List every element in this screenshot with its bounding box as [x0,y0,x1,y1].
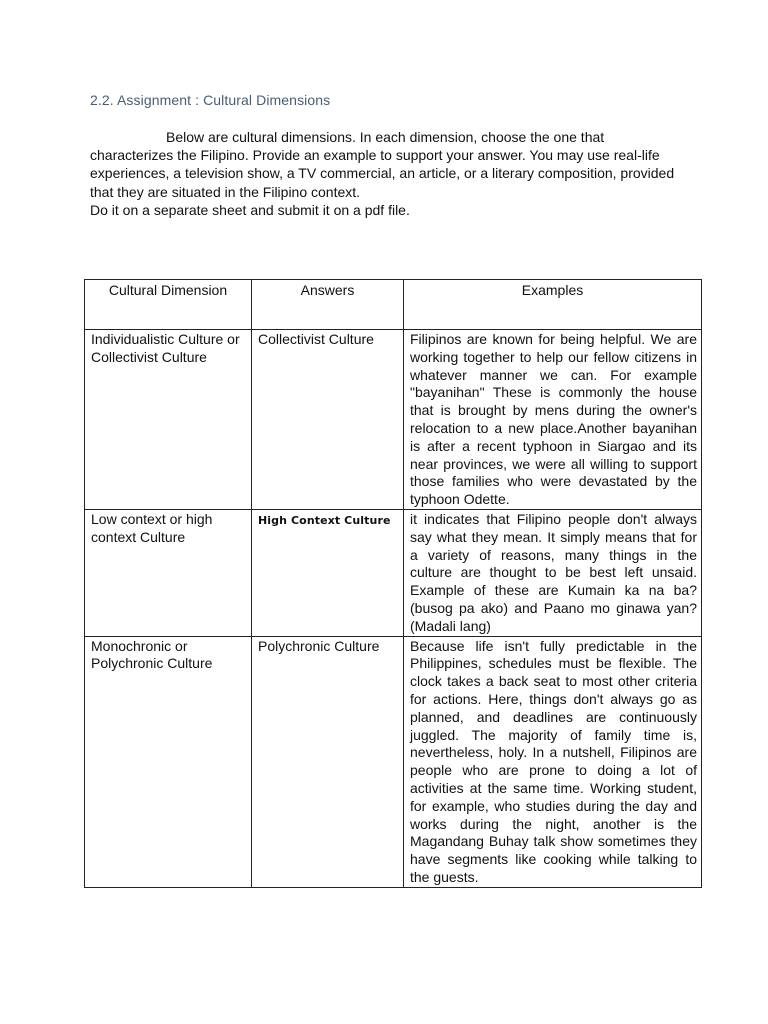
dimension-cell: Individualistic Culture or Collectivist Culture [85,330,252,510]
instructions-note: Do it on a separate sheet and submit it on a pdf file. [90,201,410,218]
table-row [85,330,702,510]
answer-cell [252,509,404,636]
example-cell: it indicates that Filipino people don't always say what they mean. It simply means that for a variety of reasons, many things in the culture are thought to be best left unsaid. Example of these are Kumain ka na ba? (busog pa ako) and Paano mo ginawa yan? (Madali lang) [404,509,702,636]
example-cell: Filipinos are known for being helpful. We are working together to help our fellow citizens in whatever manner we can. For example "bayanihan" These is commonly the house that is brought by mens during the owner's relocation to a new place.Another bayanihan is after a recent typhoon in Siargao and its near provinces, we were all willing to support those families who were devastated by the typhoon Odette. [404,330,702,510]
instructions [90,128,680,219]
answer-cell: Polychronic Culture [252,636,404,887]
table-header-row [85,280,702,330]
answer-cell: Collectivist Culture [252,330,404,510]
answer-text: High Context Culture [258,513,391,527]
header-answers: Answers [252,280,404,330]
dimension-cell: Low context or high context Culture [85,509,252,636]
cultural-dimensions-table [84,279,702,888]
instructions-paragraph: Below are cultural dimensions. In each dimension, choose the one that characterizes the Filipino. Provide an example to support your answer. You may use real-life experiences, a television show, a TV commercial, an article, or a literary composition, provided that they are situated in the Filipino context. [90,129,675,200]
table-row [85,636,702,887]
header-cultural-dimension: Cultural Dimension [85,280,252,330]
dimension-cell: Monochronic or Polychronic Culture [85,636,252,887]
header-examples: Examples [404,280,702,330]
example-cell: Because life isn't fully predictable in the Philippines, schedules must be flexible. The clock takes a back seat to most other criteria for actions. Here, things don't always go as planned, and deadlines are continuously juggled. The majority of family time is, nevertheless, holy. In a nutshell, Filipinos are people who are prone to doing a lot of activities at the same time. Working student, for example, who studies during the day and works during the night, another is the Magandang Buhay talk show sometimes they have segments like cooking while talking to the guests. [404,636,702,887]
table-row [85,509,702,636]
assignment-heading: 2.2. Assignment : Cultural Dimensions [90,92,331,108]
